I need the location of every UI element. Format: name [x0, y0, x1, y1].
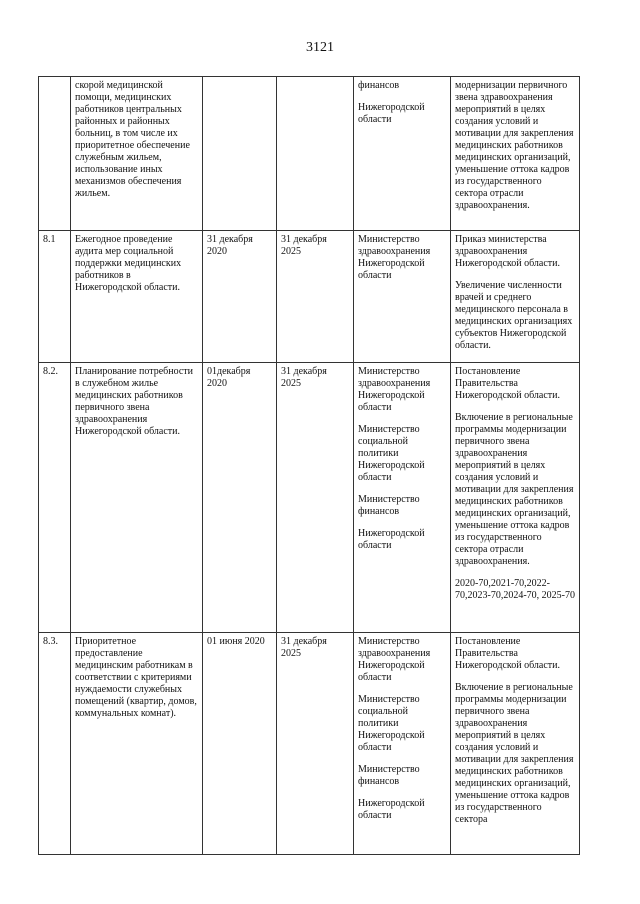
- result-item: Увеличение численности врачей и среднего медицинского персонала в медицинских организациях субъектов Нижегородской области.: [455, 280, 573, 351]
- table-row: [39, 633, 580, 855]
- responsible-cell: [354, 633, 451, 855]
- responsible-item: Министерство здравоохранения Нижегородской области: [358, 366, 431, 413]
- responsible-item: Нижегородской области: [358, 528, 425, 551]
- row-number: 8.1: [39, 231, 71, 363]
- responsible-item: Министерство финансов: [358, 494, 420, 517]
- measure-name: Планирование потребности в служебном жилье медицинских работников первичного звена здравоохранения Нижегородской области.: [71, 363, 203, 633]
- result-cell: [451, 231, 580, 363]
- result-item: Приказ министерства здравоохранения Нижегородской области.: [455, 234, 561, 269]
- end-date: 31 декабря 2025: [277, 363, 354, 633]
- result-cell: [451, 77, 580, 231]
- result-item: модернизации первичного звена здравоохранения мероприятий в целях создания условий и мотивации для закрепления медицинских работников медицинских организаций, уменьшение оттока кадров из государственного сектора отрасли здравоохранения.: [455, 80, 574, 211]
- result-item: Включение в региональные программы модернизации первичного звена здравоохранения мероприятий в целях создания условий и мотивации для закрепления медицинских работников медицинских организаций, уменьшение оттока кадров из государственного сектора: [455, 682, 574, 825]
- table-row: [39, 77, 580, 231]
- measure-name: Ежегодное проведение аудита мер социальной поддержки медицинских работников в Нижегородской области.: [71, 231, 203, 363]
- responsible-item: Нижегородской области: [358, 102, 425, 125]
- result-cell: [451, 633, 580, 855]
- responsible-item: Министерство здравоохранения Нижегородской области: [358, 636, 431, 683]
- responsible-item: Министерство финансов: [358, 764, 420, 787]
- end-date: 31 декабря 2025: [277, 633, 354, 855]
- result-cell: [451, 363, 580, 633]
- page-number: 3121: [306, 40, 334, 55]
- responsible-item: Нижегородской области: [358, 798, 425, 821]
- measure-name: Приоритетное предоставление медицинским работникам в соответствии с критериями нуждаемости служебных помещений (квартир, домов, коммунальных комнат).: [71, 633, 203, 855]
- start-date: 01декабря 2020: [203, 363, 277, 633]
- measure-name: скорой медицинской помощи, медицинских работников центральных районных и районных больниц, в том числе их приоритетное обеспечение служебным жильем, использование иных механизмов обеспечения жильем.: [71, 77, 203, 231]
- measures-table: [38, 76, 580, 855]
- result-item: Постановление Правительства Нижегородской области.: [455, 366, 561, 401]
- responsible-cell: [354, 231, 451, 363]
- responsible-item: Министерство социальной политики Нижегородской области: [358, 424, 425, 483]
- responsible-cell: [354, 363, 451, 633]
- result-item: Постановление Правительства Нижегородской области.: [455, 636, 561, 671]
- start-date: 01 июня 2020: [203, 633, 277, 855]
- responsible-item: Министерство социальной политики Нижегородской области: [358, 694, 425, 753]
- result-item: Включение в региональные программы модернизации первичного звена здравоохранения мероприятий в целях создания условий и мотивации для закрепления медицинских работников медицинских организаций, уменьшение оттока кадров из государственного сектора отрасли здравоохранения.: [455, 412, 574, 567]
- row-number: 8.3.: [39, 633, 71, 855]
- row-number: 8.2.: [39, 363, 71, 633]
- row-number: [39, 77, 71, 231]
- responsible-item: Министерство здравоохранения Нижегородской области: [358, 234, 431, 281]
- table-row: [39, 363, 580, 633]
- responsible-item: финансов: [358, 80, 400, 91]
- responsible-cell: [354, 77, 451, 231]
- start-date: [203, 77, 277, 231]
- start-date: 31 декабря 2020: [203, 231, 277, 363]
- table-row: [39, 231, 580, 363]
- end-date: [277, 77, 354, 231]
- result-item: 2020-70,2021-70,2022-70,2023-70,2024-70, 2025-70: [455, 578, 575, 601]
- end-date: 31 декабря 2025: [277, 231, 354, 363]
